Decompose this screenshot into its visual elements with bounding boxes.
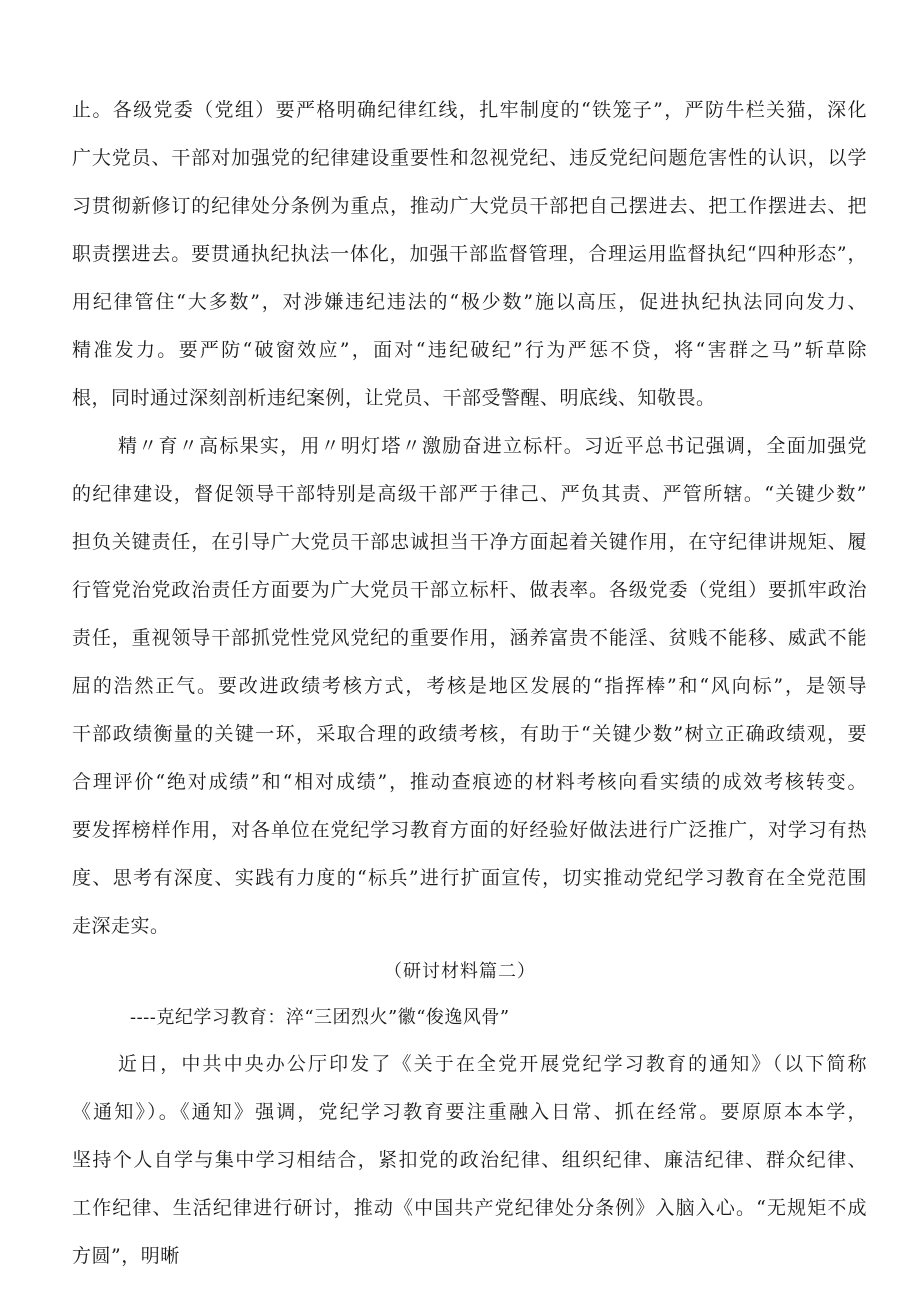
paragraph-1-line-6: 精准发力。要严防“破窗效应”，面对“违纪破纪”行为严惩不贷，将“害群之马”斩草除 xyxy=(72,339,867,361)
paragraph-2-line-9: 要发挥榜样作用，对各单位在党纪学习教育方面的好经验好做法进行广泛推广，对学习有热 xyxy=(72,819,867,841)
paragraph-3-line-5: 方圆”，明晰 xyxy=(72,1245,180,1267)
paragraph-2-line-2: 的纪律建设，督促领导干部特别是高级干部严于律己、严负其责、严管所辖。“关键少数” xyxy=(72,483,867,505)
paragraph-2-line-1: 精〃育〃高标果实，用〃明灯塔〃激励奋进立标杆。习近平总书记强调，全面加强党 xyxy=(118,435,867,457)
paragraph-3-line-4: 工作纪律、生活纪律进行研讨，推动《中国共产党纪律处分条例》入脑入心。“无规矩不成 xyxy=(72,1197,867,1219)
paragraph-2-line-3: 担负关键责任，在引导广大党员干部忠诚担当干净方面起着关键作用，在守纪律讲规矩、履 xyxy=(72,531,867,553)
section-subtitle: ----克纪学习教育：淬“三团烈火”徽“俊逸风骨” xyxy=(130,1007,510,1028)
paragraph-2-line-10: 度、思考有深度、实践有力度的“标兵”进行扩面宣传，切实推动党纪学习教育在全党范围 xyxy=(72,867,867,889)
paragraph-2-line-11: 走深走实。 xyxy=(72,915,170,937)
paragraph-2-line-5: 责任，重视领导干部抓党性党风党纪的重要作用，涵养富贵不能淫、贫贱不能移、威武不能 xyxy=(72,627,867,649)
paragraph-3-line-3: 坚持个人自学与集中学习相结合，紧扣党的政治纪律、组织纪律、廉洁纪律、群众纪律、 xyxy=(72,1149,867,1171)
section-title: （研讨材料篇二） xyxy=(384,961,536,982)
paragraph-3-line-2: 《通知》）。《通知》强调，党纪学习教育要注重融入日常、抓在经常。要原原本本学， xyxy=(72,1101,867,1123)
paragraph-1-line-3: 习贯彻新修订的纪律处分条例为重点，推动广大党员干部把自己摆进去、把工作摆进去、把 xyxy=(72,195,867,217)
paragraph-1-line-2: 广大党员、干部对加强党的纪律建设重要性和忽视党纪、违反党纪问题危害性的认识，以学 xyxy=(72,147,867,169)
paragraph-2-line-6: 屈的浩然正气。要改进政绩考核方式，考核是地区发展的“指挥棒”和“风向标”，是领导 xyxy=(72,675,867,697)
paragraph-1-line-4: 职责摆进去。要贯通执纪执法一体化，加强干部监督管理，合理运用监督执纪“四种形态”， xyxy=(72,243,867,265)
paragraph-1-line-1: 止。各级党委（党组）要严格明确纪律红线，扎牢制度的“铁笼子”，严防牛栏关猫，深化 xyxy=(72,99,867,121)
paragraph-2-line-8: 合理评价“绝对成绩”和“相对成绩”，推动查痕迹的材料考核向看实绩的成效考核转变。 xyxy=(72,771,867,793)
paragraph-3-line-1: 近日，中共中央办公厅印发了《关于在全党开展党纪学习教育的通知》（以下简称 xyxy=(118,1053,867,1075)
paragraph-1-line-5: 用纪律管住“大多数”，对涉嫌违纪违法的“极少数”施以高压，促进执纪执法同向发力、 xyxy=(72,291,867,313)
paragraph-2-line-4: 行管党治党政治责任方面要为广大党员干部立标杆、做表率。各级党委（党组）要抓牢政治 xyxy=(72,579,867,601)
paragraph-2-line-7: 干部政绩衡量的关键一环，采取合理的政绩考核，有助于“关键少数”树立正确政绩观，要 xyxy=(72,723,867,745)
paragraph-1-line-7: 根，同时通过深刻剖析违纪案例，让党员、干部受警醒、明底线、知敬畏。 xyxy=(72,387,716,409)
